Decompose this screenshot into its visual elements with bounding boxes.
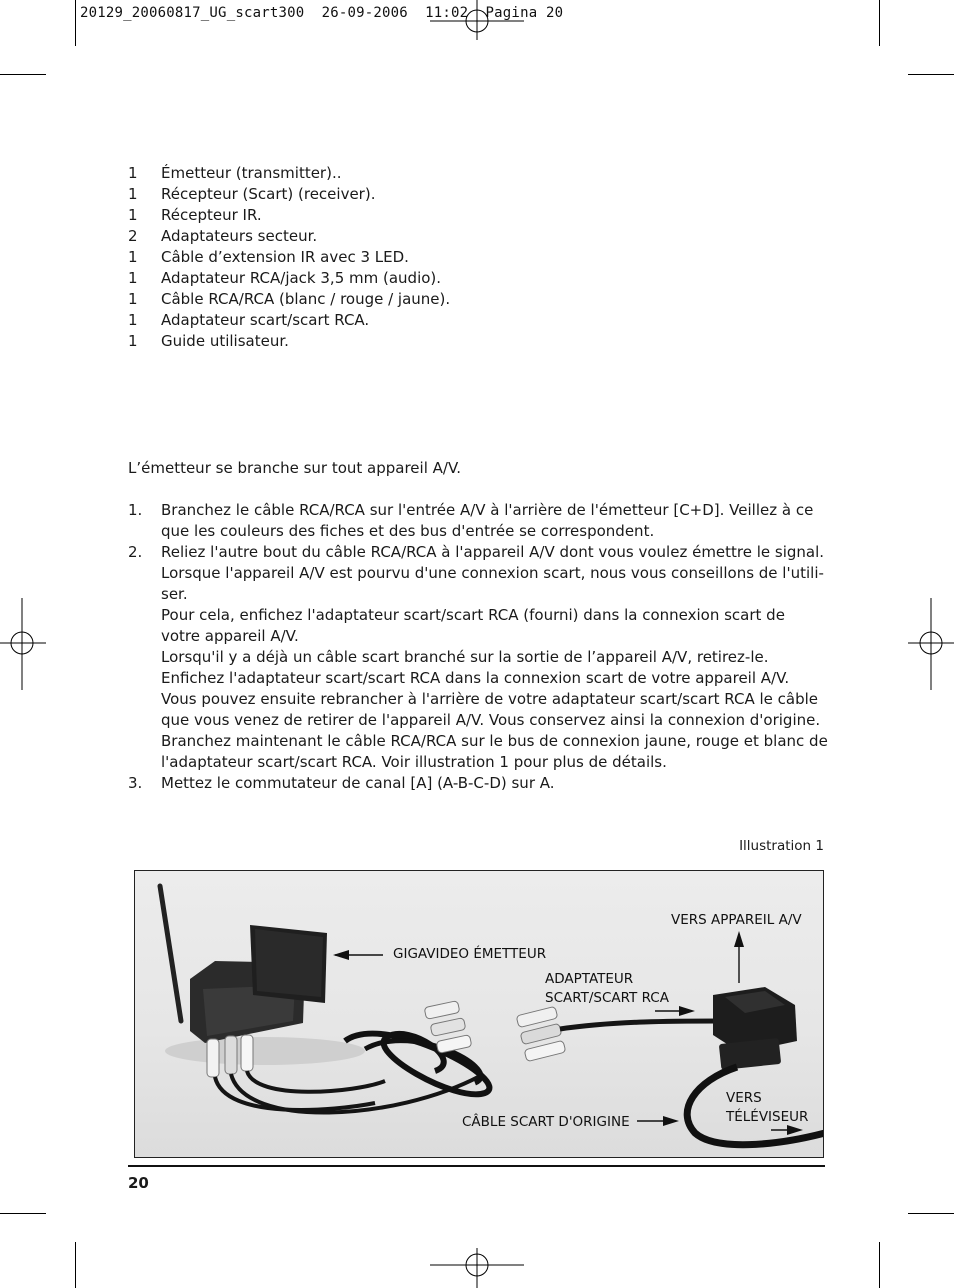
crop-mark [908, 1213, 954, 1214]
registration-mark-left [0, 598, 46, 690]
crop-mark [908, 74, 954, 75]
list-item: 1 Émetteur (transmitter).. [128, 164, 342, 182]
step-text: Mettez le commutateur de canal [A] (A-B-C-D) sur A. [161, 774, 555, 792]
step-text: Pour cela, enfichez l'adaptateur scart/scart RCA (fourni) dans la connexion scart de votre appareil A/V. [161, 606, 785, 645]
crop-mark [75, 1242, 76, 1288]
step-text: Branchez maintenant le câble RCA/RCA sur le bus de connexion jaune, rouge et blanc de l'adaptateur scart/scart RCA. Voir illustration 1 pour plus de détails. [161, 732, 828, 771]
list-item: 1 Guide utilisateur. [128, 332, 289, 350]
crop-mark [0, 1213, 46, 1214]
step-text: Reliez l'autre bout du câble RCA/RCA à l'appareil A/V dont vous voulez émettre le signal. Lorsque l'appareil A/V est pourvu d'une connexion scart, nous vous conseillons de l'utili-ser. [161, 543, 825, 603]
crop-mark [879, 0, 880, 46]
figure-caption: Illustration 1 [739, 838, 824, 854]
crop-mark [0, 74, 46, 75]
crop-mark [75, 0, 76, 46]
print-slug: 20129_20060817_UG_scart300 26-09-2006 11:02 Pagina 20 [80, 5, 564, 21]
step-text: Branchez le câble RCA/RCA sur l'entrée A/V à l'arrière de l'émetteur [C+D]. Veillez à ce que les couleurs des fiches et des bus d'entrée se correspondent. [161, 501, 814, 540]
installation-steps [128, 500, 828, 794]
list-item: 1 Adaptateur scart/scart RCA. [128, 311, 370, 329]
registration-mark-bottom [430, 1248, 524, 1288]
footer-rule [128, 1165, 825, 1167]
label-to-tv-line2: TÉLÉVISEUR [726, 1109, 809, 1125]
label-to-tv-line1: VERS [726, 1090, 762, 1106]
list-item: 1 Récepteur IR. [128, 206, 262, 224]
list-item: 1 Adaptateur RCA/jack 3,5 mm (audio). [128, 269, 442, 287]
registration-mark-top [430, 0, 524, 40]
label-adapter-line2: SCART/SCART RCA [545, 990, 669, 1006]
package-contents-list [128, 163, 450, 352]
step-item: 1. Branchez le câble RCA/RCA sur l'entrée A/V à l'arrière de l'émetteur [C+D]. Veillez à ce que les couleurs des fiches et des bus d'entrée se correspondent. [128, 500, 828, 542]
intro-paragraph: L’émetteur se branche sur tout appareil A/V. [128, 459, 462, 477]
list-item: 1 Câble RCA/RCA (blanc / rouge / jaune). [128, 290, 451, 308]
registration-mark-right [908, 598, 954, 690]
list-item: 1 Câble d’extension IR avec 3 LED. [128, 248, 409, 266]
step-text: Lorsqu'il y a déjà un câble scart branché sur la sortie de l’appareil A/V, retirez-le. Enfichez l'adaptateur scart/scart RCA dans la connexion scart de votre appareil A/V. Vous pouvez ensuite rebrancher à l'arrière de votre adaptateur scart/scart RCA le câble que vous venez de retirer de l'appareil A/V. Vous conservez ainsi la connexion d'origine. [161, 648, 821, 729]
label-adapter-line1: ADAPTATEUR [545, 971, 634, 987]
label-transmitter: GIGAVIDEO ÉMETTEUR [393, 946, 547, 962]
illustration-1 [134, 870, 824, 1158]
crop-mark [879, 1242, 880, 1288]
label-to-av-device: VERS APPAREIL A/V [671, 912, 802, 928]
page-number: 20 [128, 1174, 149, 1192]
list-item: 1 Récepteur (Scart) (receiver). [128, 185, 376, 203]
label-scart-cable: CÂBLE SCART D'ORIGINE [462, 1114, 630, 1130]
step-item: 3. Mettez le commutateur de canal [A] (A-B-C-D) sur A. [128, 773, 828, 794]
list-item: 2 Adaptateurs secteur. [128, 227, 318, 245]
step-item: 2. Reliez l'autre bout du câble RCA/RCA à l'appareil A/V dont vous voulez émettre le signal. Lorsque l'appareil A/V est pourvu d'une connexion scart, nous vous conseillons de l'utili-ser. Pour cela, enfichez l'adaptateur scart/scart RCA (fourni) dans la connexion scart de votre appareil A/V. Lorsqu'il y a déjà un câble scart branché sur la sortie de l’appareil A/V, retirez-le. Enfichez l'adaptateur scart/scart RCA dans la connexion scart de votre appareil A/V. Vous pouvez ensuite rebrancher à l'arrière de votre adaptateur scart/scart RCA le câble que vous venez de retirer de l'appareil A/V. Vous conservez ainsi la connexion d'origine. Branchez maintenant le câble RCA/RCA sur le bus de connexion jaune, rouge et blanc de l'adaptateur scart/scart RCA. Voir illustration 1 pour plus de détails. [128, 543, 828, 771]
